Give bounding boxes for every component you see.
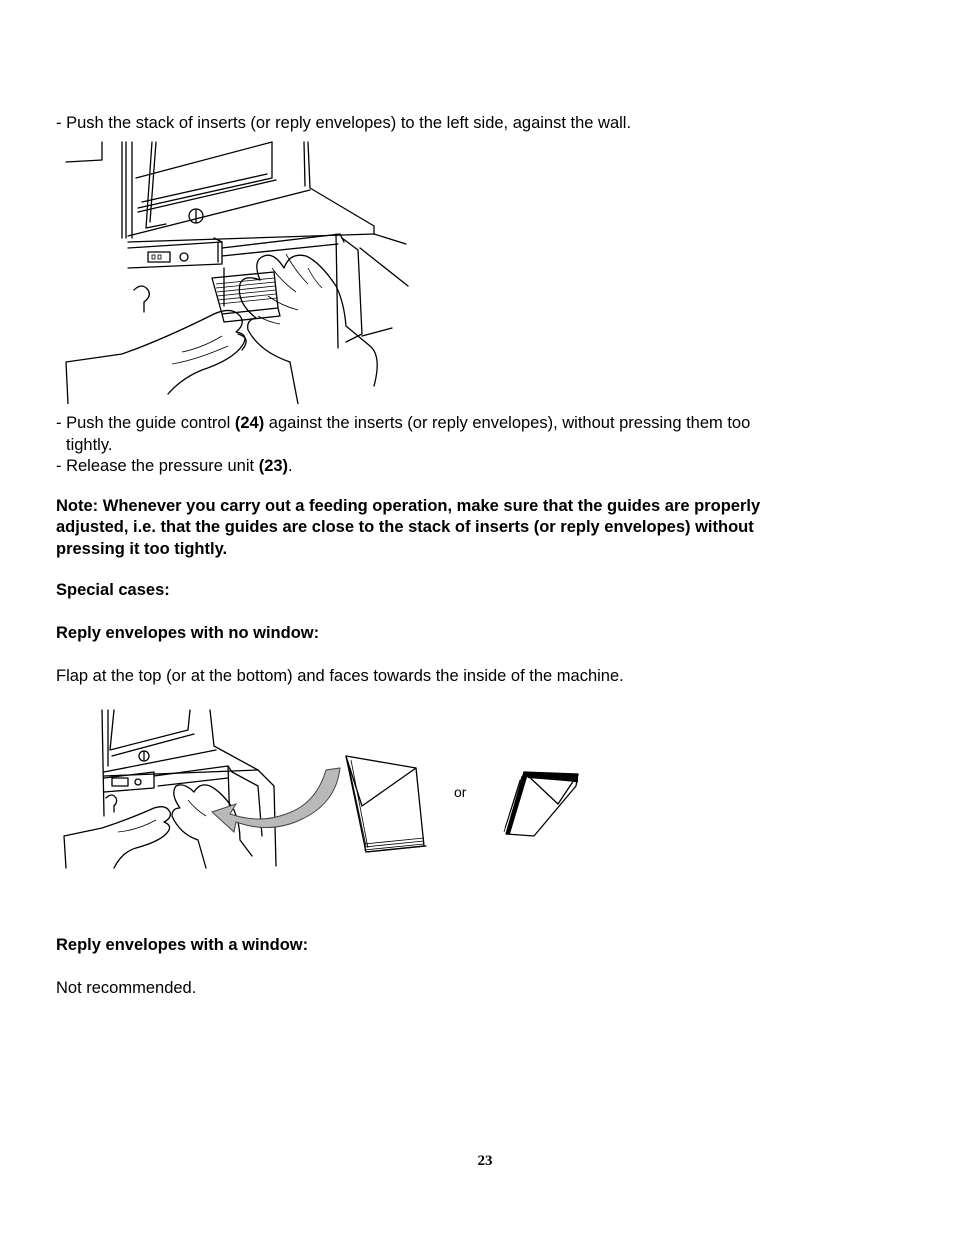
step-push-stack: - Push the stack of inserts (or reply envelopes) to the left side, against the wall. (56, 114, 632, 132)
figure-push-stack (62, 138, 414, 404)
figure-or-label: or (454, 784, 467, 800)
page-number: 23 (477, 1153, 493, 1169)
step-release: - Release the pressure unit (23). (56, 457, 293, 475)
no-window-heading: Reply envelopes with no window: (56, 624, 320, 642)
window-heading: Reply envelopes with a window: (56, 936, 309, 954)
special-cases-heading: Special cases: (56, 581, 170, 599)
step-guide-continuation: tightly. (66, 436, 113, 454)
figure-envelope-orientation (58, 706, 588, 872)
window-text: Not recommended. (56, 979, 197, 997)
note-line-1: Note: Whenever you carry out a feeding operation, make sure that the guides are properly (56, 497, 761, 515)
step-guide: - Push the guide control (24) against the inserts (or reply envelopes), without pressing them too (56, 414, 751, 432)
no-window-text: Flap at the top (or at the bottom) and faces towards the inside of the machine. (56, 667, 624, 685)
note-line-3: pressing it too tightly. (56, 540, 228, 558)
note-line-2: adjusted, i.e. that the guides are close to the stack of inserts (or reply envelopes) without (56, 518, 754, 536)
